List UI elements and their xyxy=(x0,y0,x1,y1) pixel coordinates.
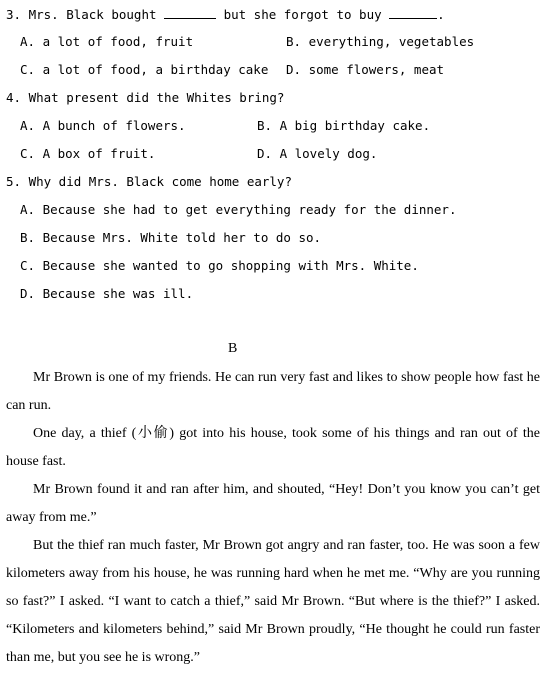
question-3-stem-part2: but she forgot to buy xyxy=(223,7,382,22)
question-5-option-a: A. Because she had to get everything ready for the dinner. xyxy=(20,202,457,217)
question-3-stem xyxy=(6,6,445,23)
question-3-option-d: D. some flowers, meat xyxy=(286,62,445,77)
question-3-stem-part1: 3. Mrs. Black bought xyxy=(6,7,157,22)
question-4-option-c: C. A box of fruit. xyxy=(20,146,156,161)
question-3-stem-end: . xyxy=(437,7,445,22)
passage-paragraph: But the thief ran much faster, Mr Brown got angry and ran faster, too. He was soon a few kilometers away from his house, he was running hard when he met me. “Why are you running so fast?” I asked. “I want to catch a thief,” said Mr Brown. “But where is the thief?” I asked. “Kilometers and kilometers behind,” said Mr Brown proudly, “He thought he could run faster than me, but you see he is wrong.” xyxy=(6,538,540,665)
question-3-option-a: A. a lot of food, fruit xyxy=(20,34,194,49)
passage-paragraph: One day, a thief (小偷) got into his house, took some of his things and ran out of the house fast. xyxy=(6,426,540,469)
question-3-option-c: C. a lot of food, a birthday cake xyxy=(20,62,269,77)
question-4-option-d: D. A lovely dog. xyxy=(257,146,378,161)
passage-paragraph: Mr Brown found it and ran after him, and shouted, “Hey! Don’t you know you can’t get away from me.” xyxy=(6,482,540,525)
answer-blank-2 xyxy=(389,6,437,19)
question-4-option-b: B. A big birthday cake. xyxy=(257,118,431,133)
question-4-stem: 4. What present did the Whites bring? xyxy=(6,90,285,105)
question-5-stem: 5. Why did Mrs. Black come home early? xyxy=(6,174,292,189)
question-4-option-a: A. A bunch of flowers. xyxy=(20,118,186,133)
question-3-option-b: B. everything, vegetables xyxy=(286,34,475,49)
passage xyxy=(6,364,540,672)
question-5-option-d: D. Because she was ill. xyxy=(20,286,194,301)
passage-paragraph: Mr Brown is one of my friends. He can run very fast and likes to show people how fast he can run. xyxy=(6,370,540,413)
question-5-option-c: C. Because she wanted to go shopping with Mrs. White. xyxy=(20,258,419,273)
answer-blank-1 xyxy=(164,6,216,19)
section-title: B xyxy=(228,341,238,356)
question-5-option-b: B. Because Mrs. White told her to do so. xyxy=(20,230,322,245)
